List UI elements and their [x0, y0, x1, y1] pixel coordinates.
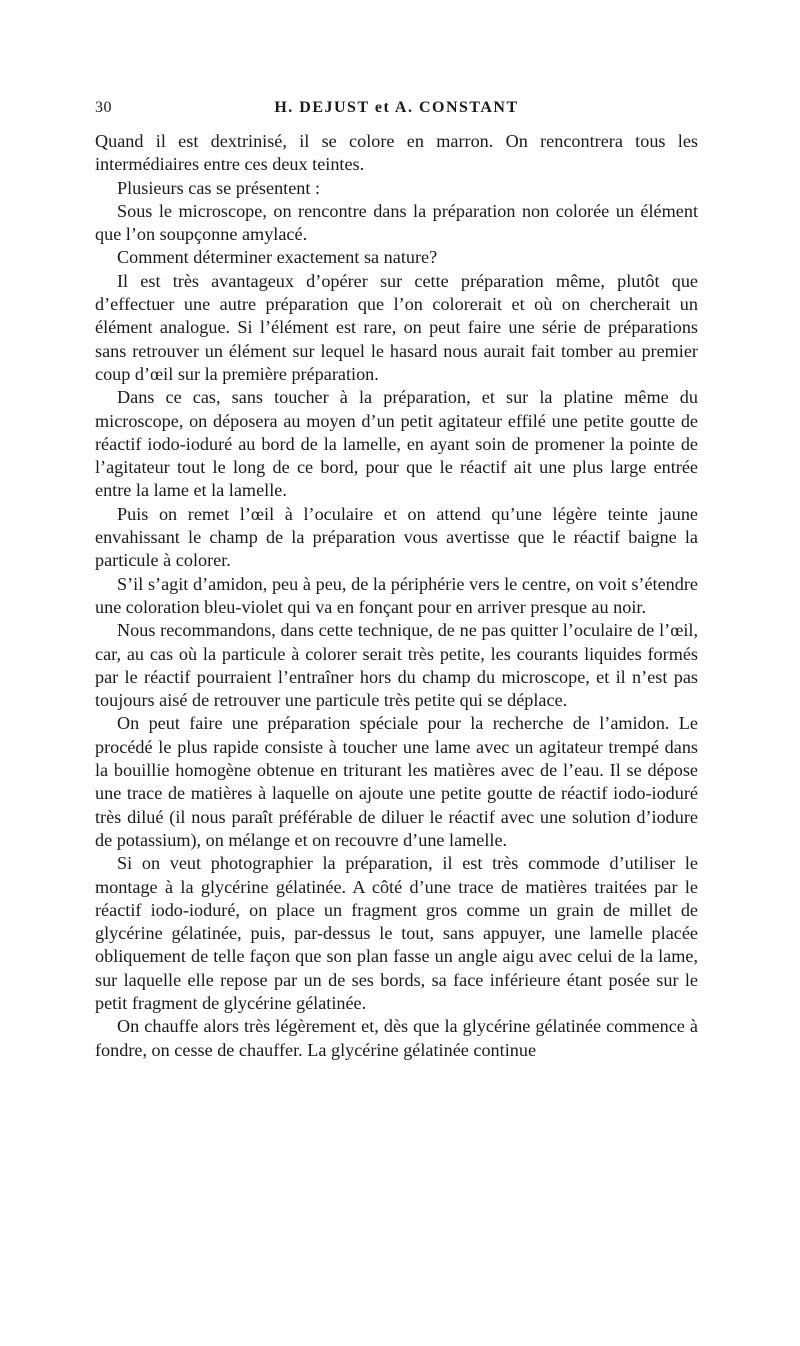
paragraph: Plusieurs cas se présentent : — [117, 177, 321, 198]
paragraph: Nous recommandons, dans cette technique, de ne pas quitter l’oculaire de l’œil, car, au cas où la particule à colorer serait très petite, les courants liquides formés par le réactif pourraient l’entraîner hors du champ du microscope, et il n’est pas toujours aisé de retrouver une particule très petite qui se déplace. — [95, 620, 698, 711]
paragraph: Comment déterminer exactement sa nature? — [117, 247, 438, 268]
paragraph: S’il s’agit d’amidon, peu à peu, de la périphérie vers le centre, on voit s’étendre une coloration bleu-violet qui va en fonçant pour en arriver presque au noir. — [95, 573, 698, 617]
paragraph: On chauffe alors très légèrement et, dès que la glycérine gélatinée commence à fondre, on cesse de chauffer. La glycérine gélatinée continue — [95, 1016, 698, 1060]
paragraph: Si on veut photographier la préparation, il est très commode d’utiliser le montage à la glycérine gélatinée. A côté d’une trace de matières traitées par le réactif iodo-ioduré, on place un fragment gros comme un grain de millet de glycérine gélatinée, puis, par-dessus le tout, sans appuyer, une lamelle placée obliquement de telle façon que son plan fasse un angle aigu avec celui de la lame, sur laquelle elle repose par un de ses bords, sa face inférieure étant posée sur le petit fragment de glycérine gélatinée. — [95, 853, 698, 1013]
page-number: 30 — [95, 99, 112, 116]
page-header — [95, 99, 698, 123]
paragraph: Dans ce cas, sans toucher à la préparation, et sur la platine même du microscope, on déposera au moyen d’un petit agitateur effilé une petite goutte de réactif iodo-ioduré au bord de la lamelle, en ayant soin de promener la pointe de l’agitateur tout le long de ce bord, pour que le réactif ait une plus large entrée entre la lame et la lamelle. — [95, 387, 698, 501]
paragraph: Puis on remet l’œil à l’oculaire et on attend qu’une légère teinte jaune envahissant le champ de la préparation vous avertisse que le réactif baigne la particule à colorer. — [95, 503, 698, 571]
paragraph: On peut faire une préparation spéciale pour la recherche de l’amidon. Le procédé le plus rapide consiste à toucher une lame avec un agitateur trempé dans la bouillie homogène obtenue en triturant les matières avec de l’eau. Il se dépose une trace de matières à laquelle on ajoute une petite goutte de réactif iodo-ioduré très dilué (il nous paraît préférable de diluer le réactif avec une solution d’iodure de potassium), on mélange et on recouvre d’une lamelle. — [95, 713, 698, 850]
running-head: H. DEJUST et A. CONSTANT — [274, 99, 519, 116]
paragraph: Il est très avantageux d’opérer sur cette préparation même, plutôt que d’effectuer une autre préparation que l’on colorerait et où on chercherait un élément analogue. Si l’élément est rare, on peut faire une série de préparations sans retrouver un élément sur lequel le hasard nous aurait fait tomber au premier coup d’œil sur la première préparation. — [95, 270, 698, 384]
paragraph: Sous le microscope, on rencontre dans la préparation non colorée un élément que l’on soupçonne amylacé. — [95, 200, 698, 245]
body-text — [95, 130, 698, 1062]
paragraph: Quand il est dextrinisé, il se colore en marron. On rencontrera tous les intermédiaires entre ces deux teintes. — [95, 131, 698, 175]
